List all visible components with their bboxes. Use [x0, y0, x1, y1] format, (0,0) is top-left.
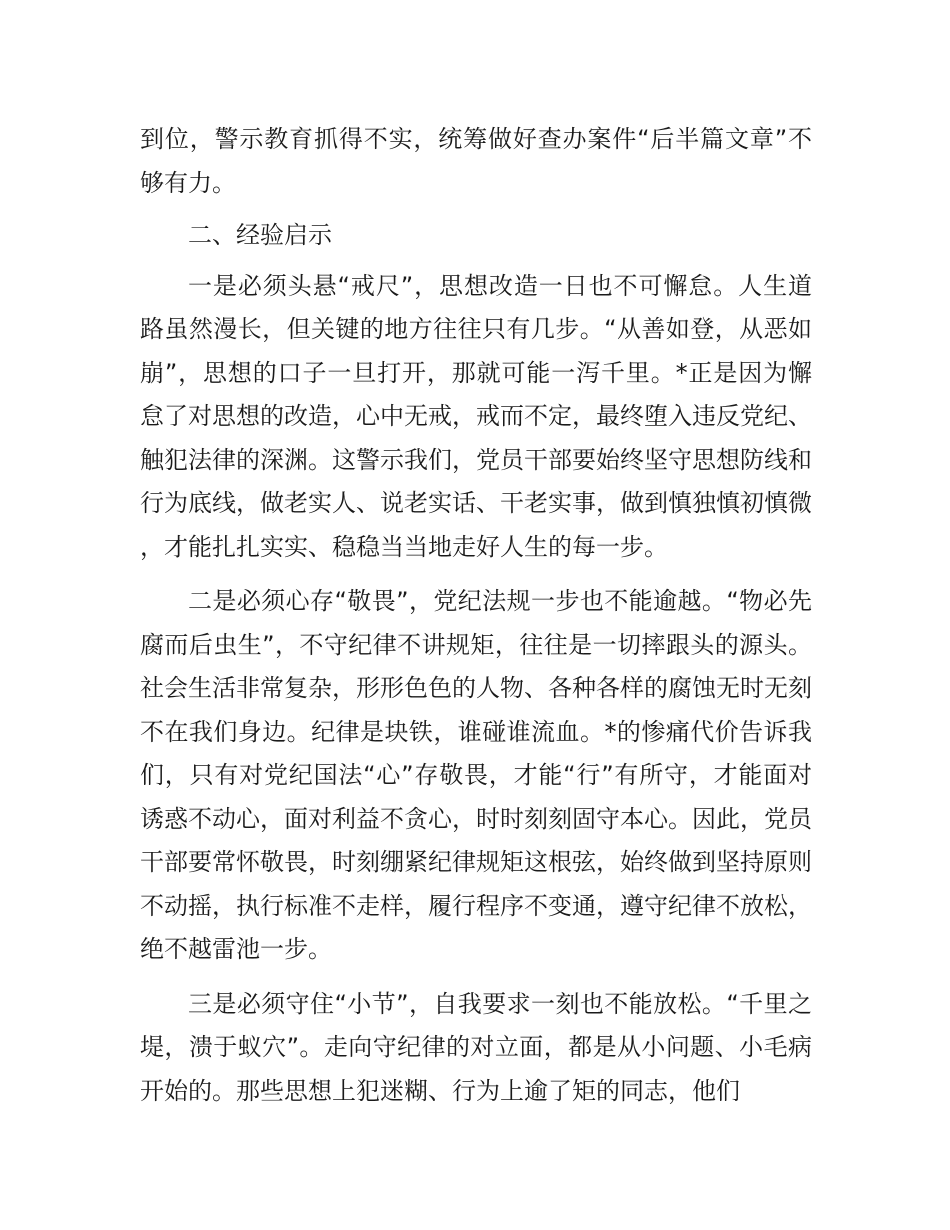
- document-body: [140, 118, 812, 1113]
- lesson-paragraph-2: 二是必须心存“敬畏”，党纪法规一步也不能逾越。“物必先腐而后虫生”，不守纪律不讲规矩，往往是一切摔跟头的源头。社会生活非常复杂，形形色色的人物、各种各样的腐蚀无时无刻不在我们身边。纪律是块铁，谁碰谁流血。*的惨痛代价告诉我们，只有对党纪国法“心”存敬畏，才能“行”有所守，才能面对诱惑不动心，面对利益不贪心，时时刻刻固守本心。因此，党员干部要常怀敬畏，时刻绷紧纪律规矩这根弦，始终做到坚持原则不动摇，执行标准不走样，履行程序不变通，遵守纪律不放松，绝不越雷池一步。: [140, 587, 812, 963]
- lesson-paragraph-1: 一是必须头悬“戒尺”，思想改造一日也不可懈怠。人生道路虽然漫长，但关键的地方往往只有几步。“从善如登，从恶如崩”，思想的口子一旦打开，那就可能一泻千里。*正是因为懈怠了对思想的改造，心中无戒，戒而不定，最终堕入违反党纪、触犯法律的深渊。这警示我们，党员干部要始终坚守思想防线和行为底线，做老实人、说老实话、干老实事，做到慎独慎初慎微，才能扎扎实实、稳稳当当地走好人生的每一步。: [140, 271, 812, 561]
- continuation-paragraph: 到位，警示教育抓得不实，统筹做好查办案件“后半篇文章”不够有力。: [140, 125, 812, 197]
- lesson-paragraph-3: 三是必须守住“小节”，自我要求一刻也不能放松。“千里之堤，溃于蚁穴”。走向守纪律的对立面，都是从小问题、小毛病开始的。那些思想上犯迷糊、行为上逾了矩的同志，他们: [140, 989, 812, 1105]
- section-heading: 二、经验启示: [188, 221, 332, 249]
